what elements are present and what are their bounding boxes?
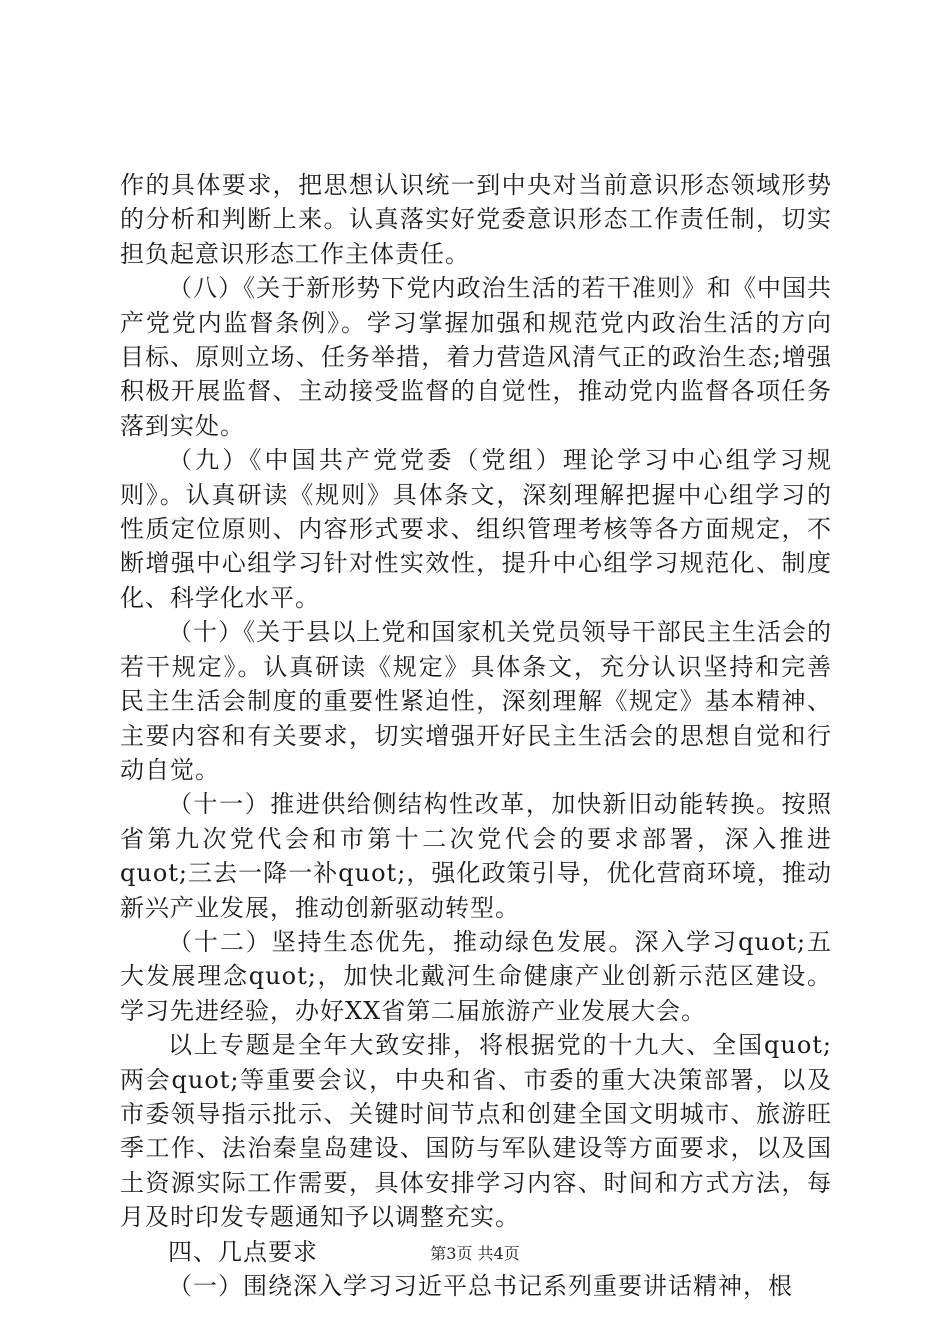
document-body <box>120 168 832 1303</box>
section-heading: 四、几点要求 <box>168 1237 318 1266</box>
page-number-footer: 第3页 共4页 <box>430 1244 520 1263</box>
paragraph-4: （十）《关于县以上党和国家机关党员领导干部民主生活会的若干规定》。认真研读《规定》具体条文，充分认识坚持和完善民主生活会制度的重要性紧迫性，深刻理解《规定》基本精神、主要内容和有关要求，切实增强开好民主生活会的思想自觉和行动自觉。 <box>120 618 832 784</box>
paragraph-8: （一）围绕深入学习习近平总书记系列重要讲话精神，根 <box>168 1272 793 1300</box>
paragraph-5: （十一）推进供给侧结构性改革，加快新旧动能转换。按照省第九次党代会和市第十二次党代会的要求部署，深入推进quot;三去一降一补quot;，强化政策引导，优化营商环境，推动新兴产业发展，推动创新驱动转型。 <box>120 790 832 922</box>
paragraph-2: （八）《关于新形势下党内政治生活的若干准则》和《中国共产党党内监督条例》。学习掌握加强和规范党内政治生活的方向目标、原则立场、任务举措，着力营造风清气正的政治生态;增强积极开展监督、主动接受监督的自觉性，推动党内监督各项任务落到实处。 <box>120 274 832 440</box>
paragraph-3: （九）《中国共产党党委（党组）理论学习中心组学习规则》。认真研读《规则》具体条文，深刻理解把握中心组学习的性质定位原则、内容形式要求、组织管理考核等各方面规定，不断增强中心组学习针对性实效性，提升中心组学习规范化、制度化、科学化水平。 <box>120 446 832 612</box>
paragraph-1: 作的具体要求，把思想认识统一到中央对当前意识形态领域形势的分析和判断上来。认真落实好党委意识形态工作责任制，切实担负起意识形态工作主体责任。 <box>120 171 832 268</box>
paragraph-7: 以上专题是全年大致安排，将根据党的十九大、全国quot;两会quot;等重要会议，中央和省、市委的重大决策部署，以及市委领导指示批示、关键时间节点和创建全国文明城市、旅游旺季工作、法治秦皇岛建设、国防与军队建设等方面要求，以及国土资源实际工作需要，具体安排学习内容、时间和方式方法，每月及时印发专题通知予以调整充实。 <box>120 1031 832 1232</box>
paragraph-6: （十二）坚持生态优先，推动绿色发展。深入学习quot;五大发展理念quot;，加快北戴河生命健康产业创新示范区建设。学习先进经验，办好XX省第二届旅游产业发展大会。 <box>120 927 832 1025</box>
